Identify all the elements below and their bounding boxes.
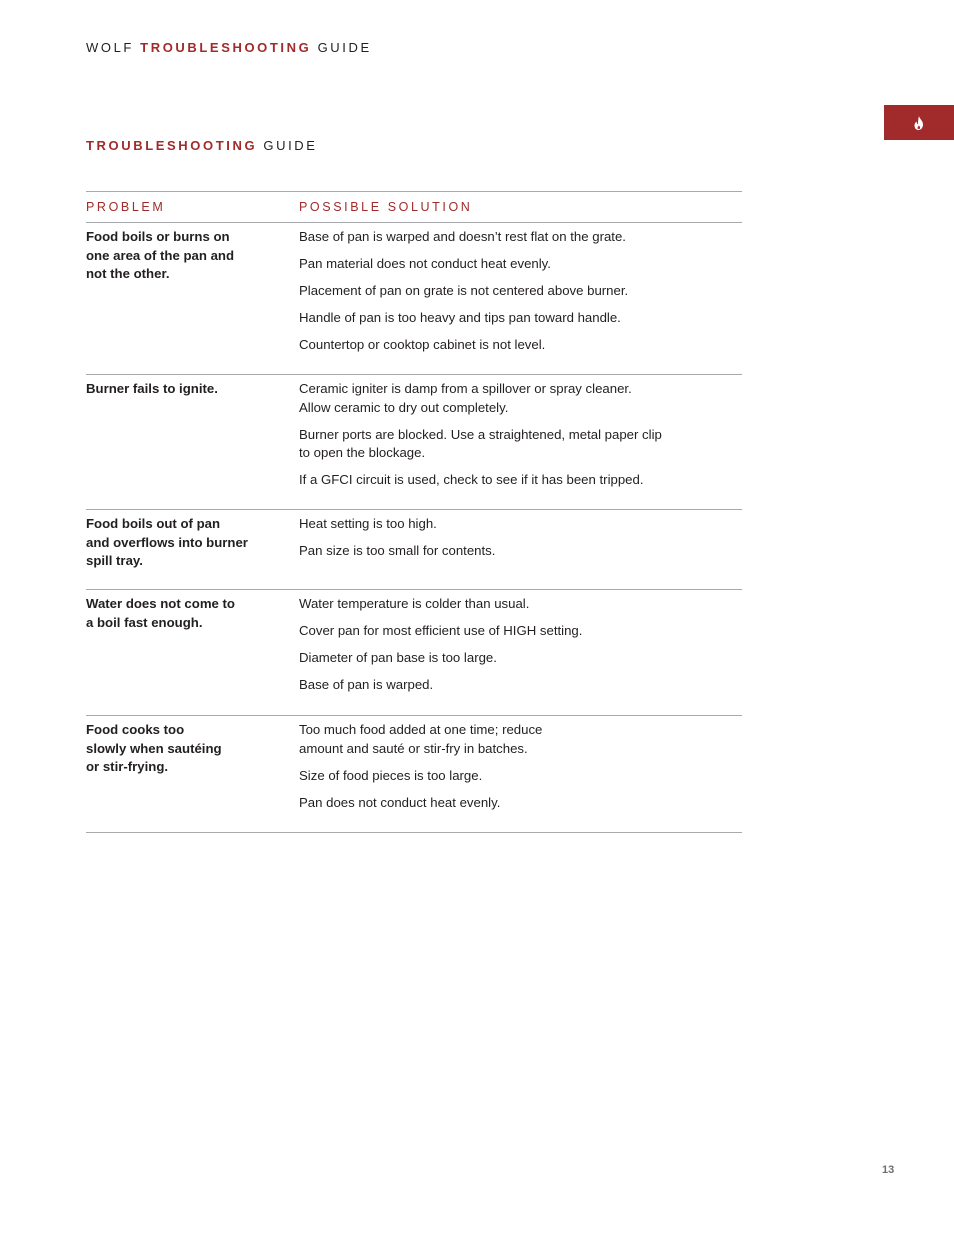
table-row xyxy=(86,375,742,510)
table-row xyxy=(86,510,742,590)
solution-item: Ceramic igniter is damp from a spillover or spray cleaner. Allow ceramic to dry out completely. xyxy=(299,381,632,415)
troubleshooting-table xyxy=(86,191,742,833)
solution-list xyxy=(299,515,742,589)
solution-item: Diameter of pan base is too large. xyxy=(299,650,497,665)
header-rest: GUIDE xyxy=(317,40,372,55)
solution-item: Size of food pieces is too large. xyxy=(299,767,483,783)
solution-list xyxy=(299,380,742,509)
problem-text: Food cooks too slowly when sautéing or stir-frying. xyxy=(86,722,222,774)
running-header xyxy=(86,40,372,55)
section-title xyxy=(86,138,318,153)
solution-list xyxy=(299,721,742,832)
column-header-problem: PROBLEM xyxy=(86,200,166,214)
problem-text: Food boils or burns on one area of the pan and not the other. xyxy=(86,229,235,281)
column-header-solution: POSSIBLE SOLUTION xyxy=(299,200,473,214)
table-header xyxy=(86,192,742,223)
problem-text: Food boils out of pan and overflows into burner spill tray. xyxy=(86,516,248,568)
solution-item: Heat setting is too high. xyxy=(299,516,437,531)
page-number: 13 xyxy=(882,1164,895,1176)
table-row xyxy=(86,590,742,716)
solution-item: Pan does not conduct heat evenly. xyxy=(299,794,501,810)
section-tab xyxy=(884,105,954,140)
table-row xyxy=(86,223,742,375)
solution-item: Water temperature is colder than usual. xyxy=(299,596,530,611)
problem-text: Burner fails to ignite. xyxy=(86,381,218,396)
solution-item: Base of pan is warped and doesn’t rest flat on the grate. xyxy=(299,229,626,244)
solution-item: If a GFCI circuit is used, check to see if it has been tripped. xyxy=(299,472,644,487)
solution-list xyxy=(299,228,742,374)
section-title-rest: GUIDE xyxy=(263,138,318,153)
section-title-highlight: TROUBLESHOOTING xyxy=(86,138,258,153)
solution-item: Burner ports are blocked. Use a straightened, metal paper clip to open the blockage. xyxy=(299,426,662,460)
solution-item: Too much food added at one time; reduce amount and sauté or stir-fry in batches. xyxy=(299,722,543,756)
solution-item: Pan material does not conduct heat evenly. xyxy=(299,256,551,271)
solution-item: Pan size is too small for contents. xyxy=(299,543,496,558)
solution-item: Cover pan for most efficient use of HIGH setting. xyxy=(299,623,583,638)
solution-item: Countertop or cooktop cabinet is not level. xyxy=(299,337,546,352)
problem-text: Water does not come to a boil fast enough. xyxy=(86,596,235,630)
table-row xyxy=(86,716,742,833)
header-highlight: TROUBLESHOOTING xyxy=(140,40,312,55)
solution-item: Handle of pan is too heavy and tips pan toward handle. xyxy=(299,310,621,325)
header-brand: WOLF xyxy=(86,40,134,55)
solution-item: Placement of pan on grate is not centered above burner. xyxy=(299,283,629,298)
solution-item: Base of pan is warped. xyxy=(299,677,434,692)
solution-list xyxy=(299,595,742,715)
flame-icon xyxy=(913,116,925,130)
table-body xyxy=(86,223,742,833)
